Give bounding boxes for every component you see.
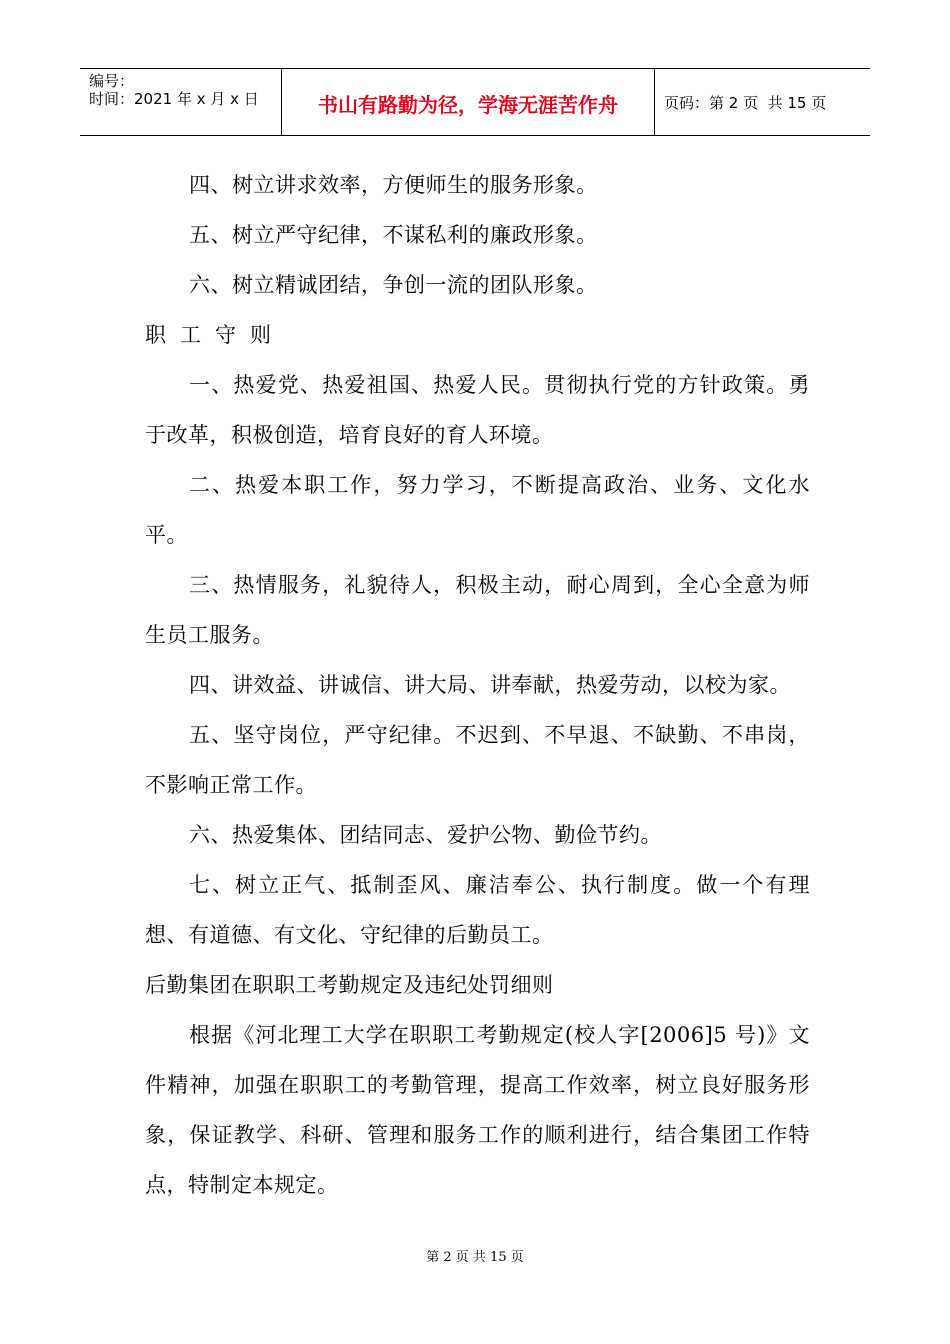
paragraph: 二、热爱本职工作，努力学习，不断提高政治、业务、文化水平。 <box>145 473 810 547</box>
header-page-info <box>655 69 870 135</box>
header-motto <box>282 69 655 135</box>
page-footer: 第 2 页 共 15 页 <box>426 1250 524 1265</box>
paragraph: 三、热情服务，礼貌待人，积极主动，耐心周到，全心全意为师生员工服务。 <box>145 573 810 647</box>
paragraph: 四、树立讲求效率，方便师生的服务形象。 <box>189 173 598 197</box>
document-header <box>80 68 870 136</box>
paragraph: 七、树立正气、抵制歪风、廉洁奉公、执行制度。做一个有理想、有道德、有文化、守纪律的后勤员工。 <box>145 873 810 947</box>
number-label: 编号： <box>89 72 135 90</box>
paragraph: 根据《河北理工大学在职职工考勤规定(校人字[2006]5 号)》文件精神，加强在职职工的考勤管理，提高工作效率，树立良好服务形象，保证教学、科研、管理和服务工作的顺利进行，结合集团工作特点，特制定本规定。 <box>145 1023 810 1197</box>
paragraph: 四、讲效益、讲诚信、讲大局、讲奉献，热爱劳动，以校为家。 <box>189 673 791 697</box>
time-label: 时间：2021 年 x 月 x 日 <box>89 90 259 108</box>
document-body <box>145 160 810 1210</box>
page-info-text: 页码：第 2 页 共 15 页 <box>664 93 827 112</box>
paragraph: 一、热爱党、热爱祖国、热爱人民。贯彻执行党的方针政策。勇于改革，积极创造，培育良好的育人环境。 <box>145 373 810 447</box>
section-heading-staff-rules: 职工守则 <box>145 323 285 347</box>
paragraph: 六、树立精诚团结，争创一流的团队形象。 <box>189 273 598 297</box>
paragraph: 六、热爱集体、团结同志、爱护公物、勤俭节约。 <box>189 823 662 847</box>
motto-text: 书山有路勤为径，学海无涯苦作舟 <box>318 93 618 117</box>
paragraph: 五、坚守岗位，严守纪律。不迟到、不早退、不缺勤、不串岗，不影响正常工作。 <box>145 723 810 797</box>
section-heading-attendance: 后勤集团在职职工考勤规定及违纪处罚细则 <box>145 973 554 997</box>
paragraph: 五、树立严守纪律，不谋私利的廉政形象。 <box>189 223 598 247</box>
header-meta <box>80 69 282 135</box>
